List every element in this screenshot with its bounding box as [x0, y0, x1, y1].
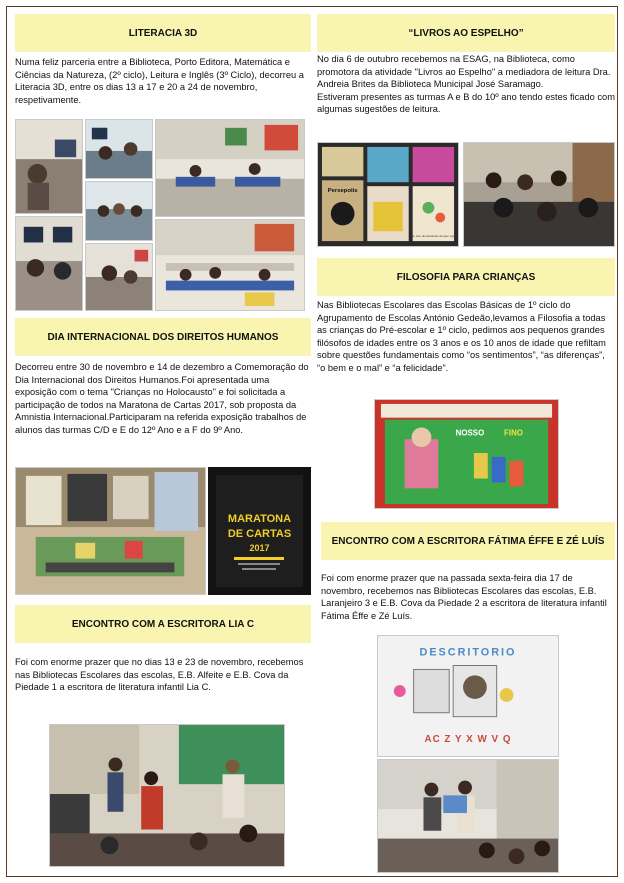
photo-literacia-7	[155, 219, 305, 311]
section-header-livros: “LIVROS AO ESPELHO”	[317, 14, 615, 52]
newsletter-page	[6, 6, 618, 877]
section-header-filosofia: FILOSOFIA PARA CRIANÇAS	[317, 258, 615, 296]
photo-literacia-3	[155, 119, 305, 217]
board-text-nosso: NOSSO	[455, 428, 485, 438]
section-header-literacia: LITERACIA 3D	[15, 14, 311, 52]
section-header-fatima: ENCONTRO COM A ESCRITORA FÁTIMA ÉFFE E ZÉ LUÍS	[321, 522, 615, 560]
section-body-livros: No dia 6 de outubro recebemos na ESAG, na Biblioteca, como promotora da atividade "Livros ao Espelho" a mediadora de leitura Dra. Andreia Brites da Biblioteca Municipal José Saramago. Estiveram presentes as turmas A e B do 10º ano tendo estes ficado com algumas sugestões de leitura.	[317, 54, 615, 114]
poster-year: 2017	[249, 543, 270, 553]
section-body-direitos: Decorreu entre 30 de novembro e 14 de dezembro a Comemoração do Dia Internacional dos Direitos Humanos.Foi apresentada uma exposição com o tema "Crianças no Holocausto" e foi solicitada a participação de todos na Maratona de Cartas 2017, sob proposta da Amnistia Internacional.Participaram na referida exposição trabalhos de alunos das turmas C/D e E do 12º Ano e a F do 9º Ano.	[15, 362, 309, 435]
poster-title-2: DE CARTAS	[227, 528, 292, 540]
book-title-persepolis: Persepolis	[327, 188, 358, 195]
section-body-filosofia: Nas Bibliotecas Escolares das Escolas Básicas de 1º ciclo do Agrupamento de Escolas António Gedeão,levamos a Filosofia a todas as crianças do Pré-escolar e 1º ciclo, pedimos aos pequenos grandes filósofos de idades entre os 3 anos e os 10 anos de idade que refiltam sobre questões fundamentais como “os sentimentos”, “as diferenças”, “o bem e o mal” e “a felicidade”.	[317, 300, 606, 373]
mural-bottom-letters: AC Z Y X W V Q	[424, 734, 512, 746]
section-body-literacia: Numa feliz parceria entre a Biblioteca, Porto Editora, Matemática e Ciências da Natureza, (2º ciclo), Leitura e Inglês (3º Ciclo), decorreu a Literacia 3D, entre os dias 13 a 17 e 20 a 24 de novembro, respetivamente.	[15, 57, 304, 105]
photo-livros-audience	[463, 142, 615, 247]
section-body-fatima: Foi com enorme prazer que na passada sexta-feira dia 17 de novembro, recebemos nas Bibliotecas Escolares das escolas, E.B. Laranjeiro 3 e E.B. Cova da Piedade 2 a escritora de literatura infantil Fátima Éffe e Zé Luís.	[321, 573, 607, 621]
board-text-fino: FINO	[504, 428, 523, 438]
section-body-lia: Foi com enorme prazer que no dias 13 e 23 de novembro, recebemos nas Bibliotecas Escolares das escolas, E.B. Alfeite e E.B. Cova da Piedade 1 a escritora de literatura infantil Lia C.	[15, 657, 304, 692]
photo-literacia-4	[85, 181, 153, 241]
photo-exhibition	[15, 467, 206, 595]
poster-maratona-de-cartas	[208, 467, 311, 595]
photo-literacia-6	[85, 243, 153, 311]
photo-literacia-2	[85, 119, 153, 179]
section-header-lia: ENCONTRO COM A ESCRITORA LIA C	[15, 605, 311, 643]
book-title-tamanho: Eu sou do tamanho do que vejo	[411, 234, 456, 239]
poster-title-1: MARATONA	[227, 513, 292, 525]
photo-literacia-5	[15, 216, 83, 311]
photo-filosofia-board	[374, 399, 559, 509]
mural-letters: DESCRITORIO	[419, 646, 517, 659]
photo-literacia-1	[15, 119, 83, 214]
photo-books-display	[317, 142, 459, 247]
photo-fatima-mural	[377, 635, 559, 757]
section-header-direitos: DIA INTERNACIONAL DOS DIREITOS HUMANOS	[15, 318, 311, 356]
photo-lia-c-visit	[49, 724, 285, 867]
photo-fatima-session	[377, 759, 559, 873]
